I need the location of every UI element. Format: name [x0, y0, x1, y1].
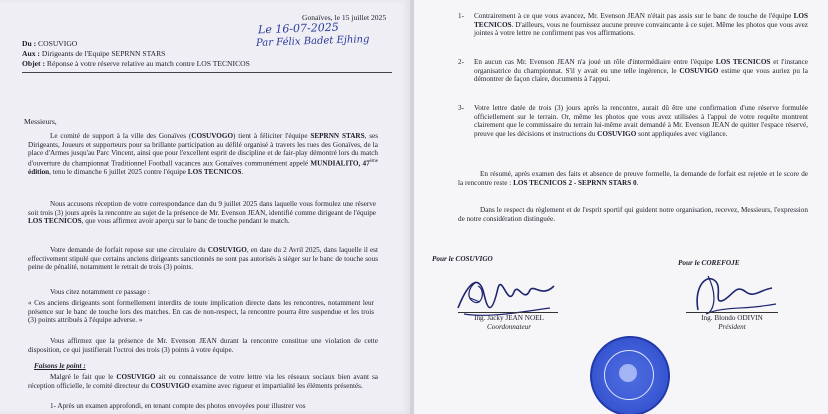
paragraph-4: Vous affirmez que la présence de Mr. Evenson JEAN durant la rencontre constitue une violation de cette disposition, ce qui justifierait l'octroi des trois (3) points à votre équipe. [28, 337, 378, 354]
summary-paragraph: En résumé, après examen des faits et absence de preuve formelle, la demande de forfait est rejetée et le score de la rencontre reste : LOS TECNICOS 2 - SEPRNN STARS 0. [458, 170, 808, 187]
quoted-passage: « Ces anciens dirigeants sont formellement interdits de toute implication directe dans les rencontres, notamment leur présence sur le banc de touche lors des matches. En cas de non-respect, la rencontre pourra être suspendue et les trois (3) points attribués à l'équipe adverse. » [28, 299, 374, 325]
date-line: Gonaïves, le 15 juillet 2025 [302, 13, 387, 22]
official-seal [590, 336, 670, 414]
signatory-org-right: Pour le COREFOJE [678, 259, 740, 267]
paragraph-2: Nous accusons réception de votre correspondance dan du 9 juillet 2025 dans laquelle vous formulez une réserve soit trois (3) jours après la rencontre au sujet de la présence de Mr. Evenson JEAN, identifié comme dirigeant de l'équipe LOS TECNICOS, que vous affirmez avoir aperçu sur le banc de touche pendant le match. [28, 200, 376, 226]
letter-page-1 [0, 0, 410, 414]
seal-emblem [619, 364, 637, 382]
signatory-name-left: Ing. Jacky JEAN NOEL [474, 314, 544, 322]
handwritten-note: Par Félix Badet Ejhing [255, 34, 370, 49]
signatory-title-right: Président [718, 323, 746, 331]
letter-page-2: 1- Contrairement à ce que vous avancez, Mr. Evenson JEAN n'était pas assis sur le banc de touche de l'équipe LOS TECNICOS. D'ailleurs, vous ne fournissez aucune preuve convaincante à ce sujet. Même les photos que vous avez jointes à votre lettre ne confirment pas vos affirmations. 2- En aucun cas Mr. Evenson JEAN n'a joué un rôle d'intermédiaire entre l'équipe LOS TECNICOS et l'instance organisatrice du championnat. S'il y avait eu une telle ingérence, le COSUVIGO estime que vous auriez pu la démontrer de façon claire, documents à l'appui. 3- Votre lettre datée de trois (3) jours après la rencontre, aurait dû être une confirmation d'une réserve formulée officiellement sur le terrain. Or, même les photos que vous avez utilisées à l'appui de votre requête montrent clairement que le commissaire du terrain lui-même avait demandé à Mr. Evenson JEAN de quitter l'espace réservé, preuve que les décisions et instructions du COSUVIGO sont appliquées avec vigilance. En résumé, après examen des faits et absence de preuve formelle, la demande de forfait est rejetée et le score de la rencontre reste : LOS TECNICOS 2 - SEPRNN STARS 0. Dans le respect du règlement et de l'esprit sportif qui guident notre organisation, recevez, Messieurs, l'expression de notre considération distinguée. Pour le COSUVIGO Ing. Jacky JEAN NOEL Coordonnateur Pour le COREFOJE Ing. Blondo ODIVIN Président [414, 0, 828, 414]
paragraph-1: Le comité de support à la ville des Gonaïves (COSUVOGO) tient à féliciter l'équipe SEPRNN STARS, ses Dirigeants, Joueurs et supporteurs pour sa brillante participation au défilé organisé à travers les rues des Gonaïves, de la place d'Armes jusqu'au Parc Vincent, ainsi que pour l'excellent esprit de discipline et de fair-play démontré lors du match d'ouverture du championnat Traditionnel Football vacances aux Gonaïves communément appelé MUNDIALITO, 47ème édition, tenu le dimanche 6 juillet 2025 contre l'équipe LOS TECNICOS. [28, 132, 379, 176]
header-divider [22, 72, 392, 73]
paragraph-6-partial: 1- Après un examen approfondi, en tenant compte des photos envoyées pour illustrer vos [50, 402, 306, 410]
handwritten-date: Le 16-07-2025 [257, 20, 339, 37]
paragraph-3: Votre demande de forfait repose sur une circulaire du COSUVIGO, en date du 2 Avril 2025, dans laquelle il est effectivement stipulé que certains anciens dirigeants sanctionnés ne sont pas autorisés à siéger sur le banc de touche sous peine de pénalité, notamment le retrait de trois (3) points. [28, 246, 378, 272]
closing-paragraph: Dans le respect du règlement et de l'esprit sportif qui guident notre organisation, recevez, Messieurs, l'expression de notre considération distinguée. [458, 206, 808, 223]
signatory-title-left: Coordonnateur [486, 323, 532, 331]
quote-intro: Vous citez notamment ce passage : [50, 288, 150, 296]
signatory-name-right: Ing. Blondo ODIVIN [701, 314, 763, 322]
subject-line: Objet : Réponse à votre réserve relative au match contre LOS TECNICOS [22, 59, 250, 68]
paragraph-5: Malgré le fait que le COSUVIGO ait eu connaissance de votre lettre via les réseaux sociaux bien avant sa réception officielle, le comité directeur du COSUVIGO examine avec rigueur et impartialité les éléments présentés. [28, 373, 378, 390]
salutation: Messieurs, [24, 117, 57, 126]
signatory-org-left: Pour le COSUVIGO [432, 255, 493, 263]
signature-line-left [458, 312, 558, 313]
to-line: Aux : Dirigeants de l'Equipe SEPRNN STARS [22, 49, 166, 58]
section-heading: Faisons le point : [34, 362, 86, 370]
signature-line-right [686, 312, 778, 313]
from-line: Du : COSUVIGO [22, 39, 78, 48]
